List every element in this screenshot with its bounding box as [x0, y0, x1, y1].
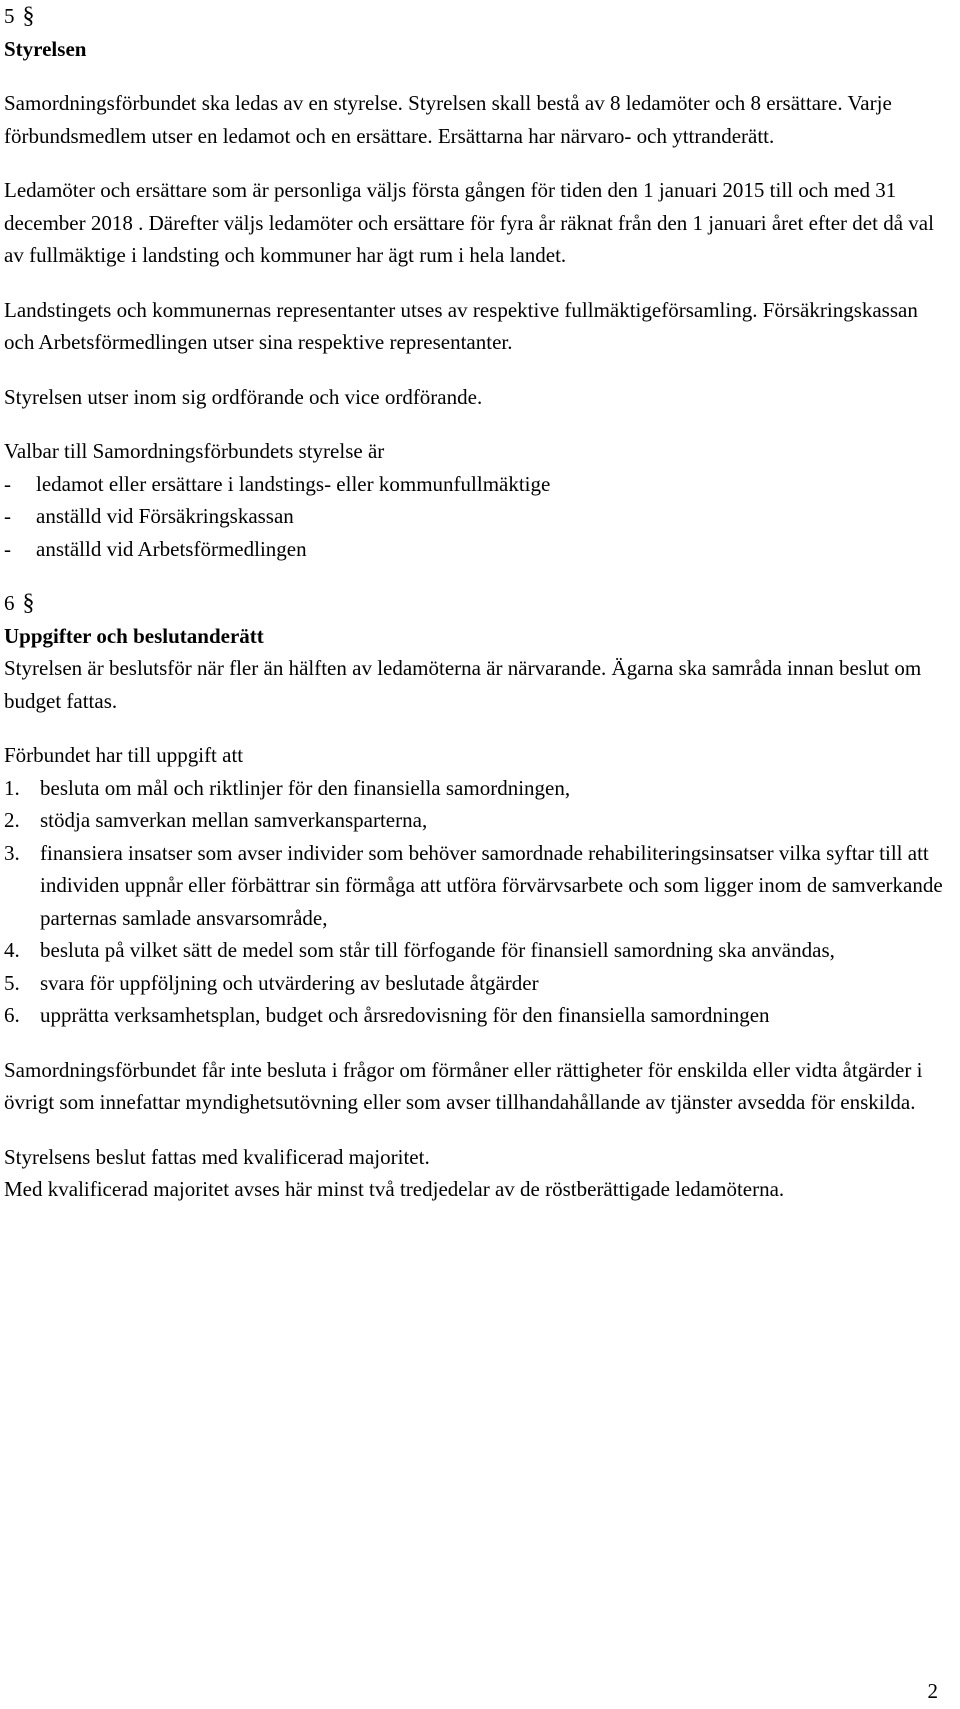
eligible-intro: Valbar till Samordningsförbundets styrelse är [4, 439, 385, 463]
list-item-text: finansiera insatser som avser individer som behöver samordnade rehabiliteringsinsatser vilka syftar till att individen uppnår eller förbättrar sin förmåga att utföra förvärvsarbete och som ligger inom de samverkande parternas samlade ansvarsområde, [40, 840, 943, 930]
section-5-number [4, 0, 944, 33]
list-item-text: besluta på vilket sätt de medel som står till förfogande för finansiell samordning ska användas, [40, 938, 835, 962]
list-item [4, 837, 944, 935]
list-number: 6. [4, 1003, 20, 1027]
list-item [4, 500, 944, 533]
section-6-heading: Uppgifter och beslutanderätt [4, 623, 264, 648]
section-number: 5 [4, 4, 15, 28]
tasks-list [4, 772, 944, 1032]
list-number: 1. [4, 775, 20, 800]
paragraph: Samordningsförbundet får inte besluta i frågor om förmåner eller rättigheter för enskilda eller vidta åtgärder i övrigt som innefattar myndighetsutövning eller som avser tillhandahållande av tjänster avsedda för enskilda. [4, 1057, 923, 1114]
majority-line: Styrelsens beslut fattas med kvalificerad majoritet. [4, 1144, 430, 1169]
list-item [4, 999, 944, 1032]
paragraph: Ledamöter och ersättare som är personliga väljs första gången för tiden den 1 januari 2015 till och med 31 december 2018 . Därefter väljs ledamöter och ersättare för fyra år räknat från den 1 januari året efter det då val av fullmäktige i landsting och kommuner har ägt rum i hela landet. [4, 178, 934, 267]
tasks-intro: Förbundet har till uppgift att [4, 743, 244, 767]
list-item-text: svara för uppföljning och utvärdering av beslutade åtgärder [40, 970, 539, 995]
page-number: 2 [927, 1678, 938, 1703]
paragraph: Samordningsförbundet ska ledas av en styrelse. Styrelsen skall bestå av 8 ledamöter och 8 ersättare. Varje förbundsmedlem utser en ledamot och en ersättare. Ersättarna har närvaro- och yttranderätt. [4, 91, 892, 148]
eligible-list [4, 468, 944, 566]
list-number: 4. [4, 938, 20, 962]
list-dash: - [4, 471, 11, 496]
list-dash: - [4, 536, 11, 561]
majority-definition: Med kvalificerad majoritet avses här minst två tredjedelar av de röstberättigade ledamöterna. [4, 1177, 785, 1201]
list-item [4, 772, 944, 805]
list-item-text: upprätta verksamhetsplan, budget och årsredovisning för den finansiella samordningen [40, 1003, 770, 1027]
list-item [4, 804, 944, 837]
section-6-number [4, 587, 944, 620]
paragraph-sign: § [22, 3, 35, 29]
list-item [4, 468, 944, 501]
list-item [4, 967, 944, 1000]
section-number: 6 [4, 591, 15, 615]
list-item-text: besluta om mål och riktlinjer för den finansiella samordningen, [40, 775, 571, 800]
section-5-heading: Styrelsen [4, 36, 87, 61]
document-page [4, 0, 944, 1206]
paragraph: Landstingets och kommunernas representanter utses av respektive fullmäktigeförsamling. Försäkringskassan och Arbetsförmedlingen utser sina respektive representanter. [4, 297, 918, 354]
paragraph: Styrelsen är beslutsför när fler än hälften av ledamöterna är närvarande. Ägarna ska samråda innan beslut om budget fattas. [4, 656, 922, 713]
list-number: 2. [4, 808, 20, 832]
paragraph: Styrelsen utser inom sig ordförande och vice ordförande. [4, 384, 483, 409]
list-item-text: anställd vid Arbetsförmedlingen [36, 536, 307, 561]
list-item-text: anställd vid Försäkringskassan [36, 504, 294, 528]
list-item-text: ledamot eller ersättare i landstings- eller kommunfullmäktige [36, 471, 551, 496]
list-number: 3. [4, 840, 20, 865]
paragraph-sign: § [22, 590, 35, 616]
list-item-text: stödja samverkan mellan samverkansparterna, [40, 808, 428, 832]
list-dash: - [4, 504, 11, 528]
list-number: 5. [4, 970, 20, 995]
list-item [4, 533, 944, 566]
list-item [4, 934, 944, 967]
